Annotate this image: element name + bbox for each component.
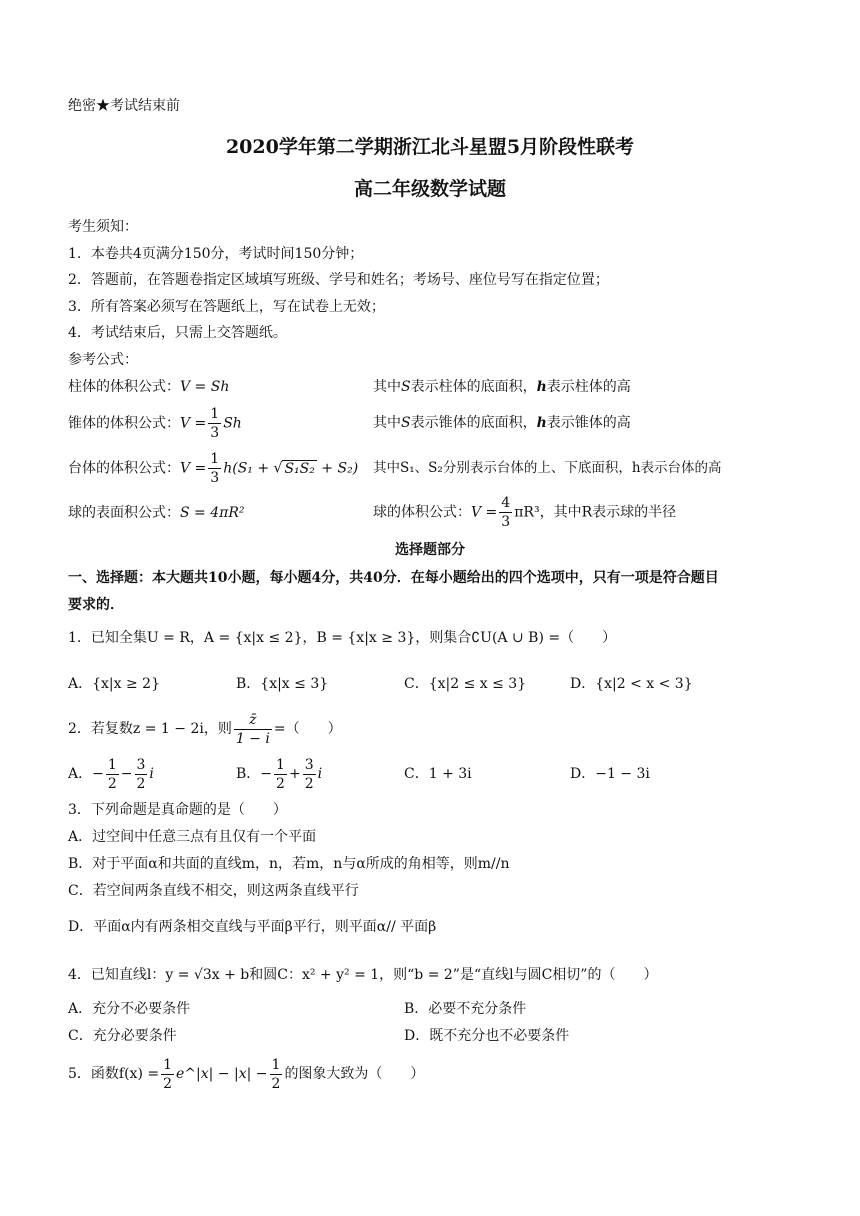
frustum-label: 台体的体积公式： (68, 460, 180, 477)
question-3-stem: 3．下列命题是真命题的是（ ） (68, 802, 287, 818)
prism-formula (68, 377, 229, 397)
prism-expression: V = Sh (180, 379, 230, 395)
frustum-sqrt: S₁S₂ (284, 460, 315, 477)
fraction (106, 756, 119, 793)
question-3-option-a: A．过空间中任意三点有且仅有一个平面 (68, 829, 317, 845)
question-3-option-b: B．对于平面α和共面的直线m，n，若m，n与α所成的角相等，则m//n (68, 856, 510, 872)
notice-item: 4．考试结束后，只需上交答题纸。 (68, 325, 287, 341)
numerator: 4 (501, 495, 511, 511)
fraction (274, 756, 287, 793)
notice-item: 2．答题前，在答题卷指定区域填写班级、学号和姓名；考场号、座位号写在指定位置； (68, 272, 609, 288)
question-2-stem (68, 709, 342, 749)
stem-text: 的图象大致为（ ） (284, 1066, 425, 1082)
fraction (208, 450, 221, 487)
denominator: 3 (210, 470, 220, 486)
numerator: 1 (210, 451, 220, 467)
frustum-expression: h(S₁ + (223, 460, 274, 477)
note-symbol: h (536, 415, 547, 431)
sphere-area-formula (68, 503, 244, 523)
note-text: 其中 (373, 379, 401, 395)
cone-note (373, 413, 631, 433)
notice-heading: 考生须知： (68, 219, 138, 235)
fraction (234, 711, 272, 748)
cone-expression: Sh (223, 415, 242, 432)
notice-item: 3．所有答案必须写在答题纸上，写在试卷上无效； (68, 299, 385, 315)
fraction (499, 494, 512, 531)
formula-heading: 参考公式： (68, 352, 138, 368)
fraction (135, 756, 148, 793)
denominator: 1 − i (235, 730, 270, 747)
sphere-volume-note: πR³，其中R表示球的半径 (514, 504, 677, 521)
numerator: 3 (136, 756, 146, 773)
question-1-option-b: B．{x|x ≤ 3} (236, 676, 329, 692)
question-4-stem: 4．已知直线l：y = √3x + b和圆C：x² + y² = 1，则“b = 2”是“直线l与圆C相切”的（ ） (68, 967, 658, 983)
secret-label: 绝密★考试结束前 (68, 98, 180, 114)
fraction (208, 405, 221, 442)
option-text: − (120, 766, 133, 782)
question-4-option-b: B．必要不充分条件 (404, 1001, 527, 1017)
denominator: 2 (107, 775, 117, 792)
denominator: 2 (271, 1075, 281, 1092)
frustum-expression: + S₂) (316, 460, 359, 477)
fraction (161, 1056, 174, 1093)
question-2-option-a (68, 754, 154, 794)
note-symbol: S (401, 379, 411, 395)
denominator: 3 (501, 514, 511, 530)
question-4-option-c: C．充分必要条件 (68, 1028, 177, 1044)
exam-title: 2020学年第二学期浙江北斗星盟5月阶段性联考 (225, 136, 635, 158)
numerator: 1 (276, 756, 285, 773)
stem-text: e^|x| − |x| − (176, 1066, 268, 1082)
frustum-formula: 台体的体积公式：V = $\frac{1}{3}$ h(S₁ + √ S₁S₂ + S₂) (68, 451, 359, 486)
notice-item: 1．本卷共4页满分150分，考试时间150分钟； (68, 246, 364, 262)
denominator: 2 (163, 1075, 173, 1092)
question-2-option-b (236, 754, 322, 794)
option-text: i (317, 766, 323, 782)
question-1-option-a: A．{x|x ≥ 2} (68, 676, 160, 692)
sphere-volume-formula (373, 494, 676, 531)
frustum-note: 其中S₁、S₂分别表示台体的上、下底面积，h表示台体的高 (373, 460, 722, 476)
option-text: + (288, 766, 301, 782)
numerator: z̄ (234, 711, 272, 730)
exam-subtitle: 高二年级数学试题 (353, 178, 506, 200)
question-1-option-d: D．{x|2 < x < 3} (570, 676, 693, 692)
note-text: 表示锥体的底面积， (410, 415, 537, 431)
denominator: 2 (304, 775, 314, 792)
cone-formula (68, 405, 242, 442)
sphere-volume-expression: V = (471, 504, 498, 521)
cone-label: 锥体的体积公式： (68, 415, 180, 432)
section-instruction: 一、选择题：本大题共10小题，每小题4分，共40分．在每小题给出的四个选项中，只有一项是符合题目 (68, 570, 719, 586)
sphere-area-label: 球的表面积公式： (68, 505, 180, 521)
question-5-stem (68, 1054, 424, 1094)
question-4-option-a: A．充分不必要条件 (68, 1001, 191, 1017)
note-text: 表示柱体的高 (546, 379, 631, 395)
fraction (270, 1056, 283, 1093)
section-title: 选择题部分 (395, 542, 465, 558)
prism-note (373, 377, 631, 397)
question-2-option-d: D．−1 − 3i (570, 766, 650, 782)
stem-text: =（ ） (273, 721, 342, 737)
option-text: B．− (236, 766, 273, 782)
numerator: 3 (304, 756, 314, 773)
stem-text: 5．函数f(x) = (68, 1066, 160, 1082)
question-1-stem: 1．已知全集U = R，A = {x|x ≤ 2}，B = {x|x ≥ 3}，则集合∁U(A ∪ B) =（ ） (68, 630, 617, 646)
fraction (303, 756, 316, 793)
denominator: 3 (210, 425, 220, 441)
numerator: 1 (271, 1056, 281, 1073)
question-2-option-c: C．1 + 3i (404, 766, 472, 782)
option-text: i (149, 766, 154, 782)
frustum-expression: V = (180, 460, 207, 477)
denominator: 2 (136, 775, 146, 792)
note-symbol: S (401, 415, 411, 431)
question-3-option-d: D．平面α内有两条相交直线与平面β平行，则平面α// 平面β (68, 919, 437, 935)
note-text: 表示柱体的底面积， (410, 379, 537, 395)
question-1-option-c: C．{x|2 ≤ x ≤ 3} (404, 676, 527, 692)
note-text: 其中 (373, 415, 401, 431)
question-4-option-d: D．既不充分也不必要条件 (404, 1028, 570, 1044)
note-symbol: h (536, 379, 547, 395)
denominator: 2 (276, 775, 285, 792)
option-text: A．− (68, 766, 104, 782)
cone-expression: V = (180, 415, 207, 432)
section-instruction: 要求的． (68, 597, 124, 613)
numerator: 1 (210, 406, 220, 422)
note-text: 表示锥体的高 (546, 415, 631, 431)
question-3-option-c: C．若空间两条直线不相交，则这两条直线平行 (68, 883, 359, 899)
sphere-volume-label: 球的体积公式： (373, 504, 471, 521)
stem-text: 2．若复数z = 1 − 2i，则 (68, 721, 232, 737)
numerator: 1 (107, 756, 117, 773)
numerator: 1 (163, 1056, 173, 1073)
sphere-area-expression: S = 4πR² (180, 505, 245, 521)
prism-label: 柱体的体积公式： (68, 379, 180, 395)
